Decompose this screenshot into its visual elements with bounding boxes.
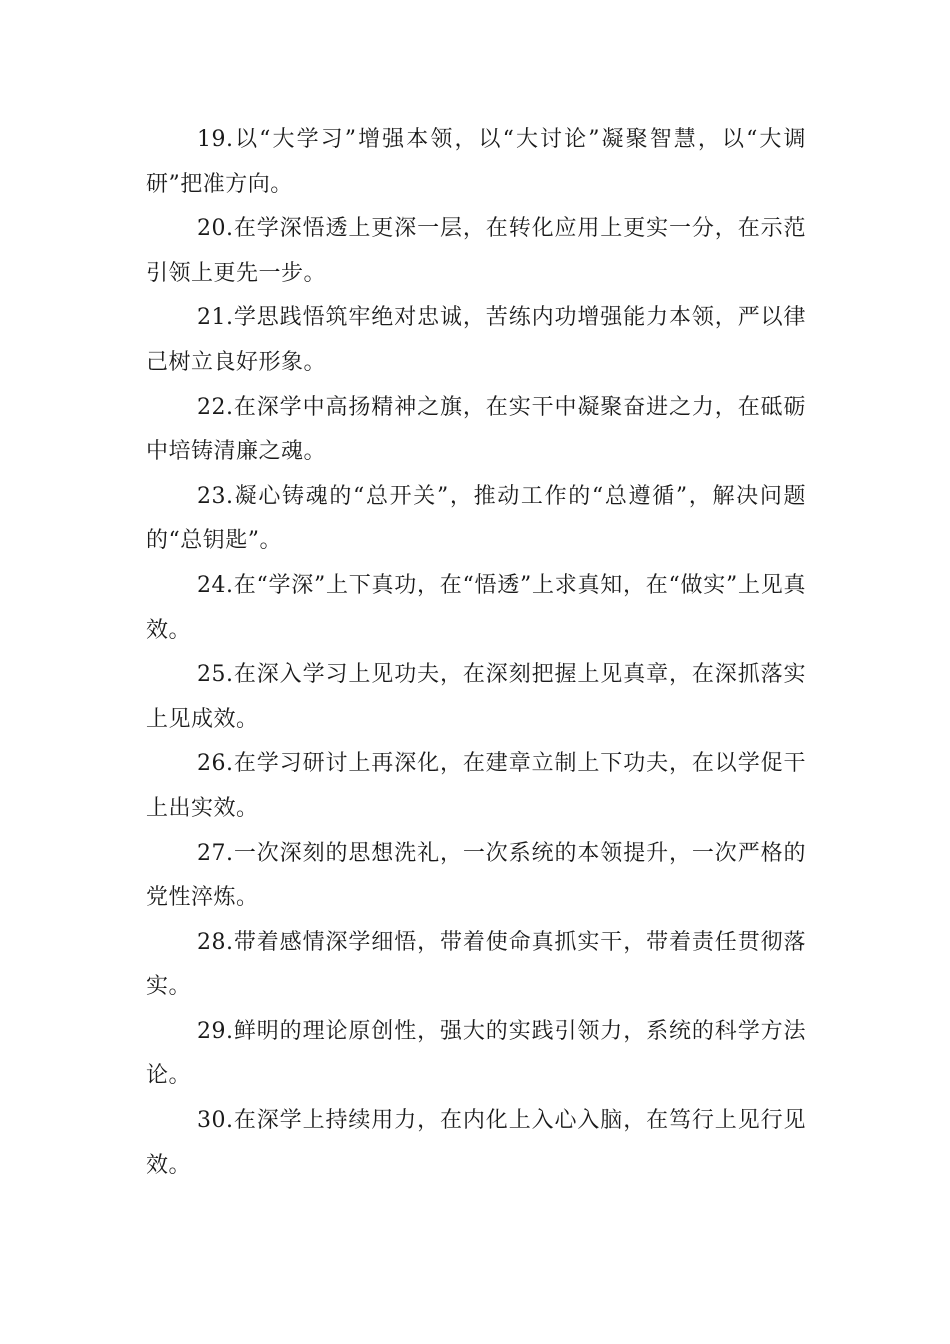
- list-item: 28.带着感情深学细悟，带着使命真抓实干，带着责任贯彻落实。: [146, 929, 806, 1000]
- list-item: 19.以“大学习”增强本领，以“大讨论”凝聚智慧，以“大调研”把准方向。: [146, 127, 806, 197]
- list-item: 25.在深入学习上见功夫，在深刻把握上见真章，在深抓落实上见成效。: [146, 662, 806, 732]
- list-item: 30.在深学上持续用力，在内化上入心入脑，在笃行上见行见效。: [146, 1108, 806, 1178]
- document-body: [146, 118, 806, 1188]
- list-item: 23.凝心铸魂的“总开关”，推动工作的“总遵循”，解决问题的“总钥匙”。: [146, 483, 806, 554]
- list-item: 21.学思践悟筑牢绝对忠诚，苦练内功增强能力本领，严以律己树立良好形象。: [146, 305, 806, 375]
- list-item: 26.在学习研讨上再深化，在建章立制上下功夫，在以学促干上出实效。: [146, 751, 806, 821]
- list-item: 24.在“学深”上下真功，在“悟透”上求真知，在“做实”上见真效。: [146, 572, 806, 643]
- list-item: 22.在深学中高扬精神之旗，在实干中凝聚奋进之力，在砥砺中培铸清廉之魂。: [146, 394, 806, 465]
- list-item: 27.一次深刻的思想洗礼，一次系统的本领提升，一次严格的党性淬炼。: [146, 840, 806, 911]
- list-item: 20.在学深悟透上更深一层，在转化应用上更实一分，在示范引领上更先一步。: [146, 216, 806, 286]
- list-item: 29.鲜明的理论原创性，强大的实践引领力，系统的科学方法论。: [146, 1018, 806, 1089]
